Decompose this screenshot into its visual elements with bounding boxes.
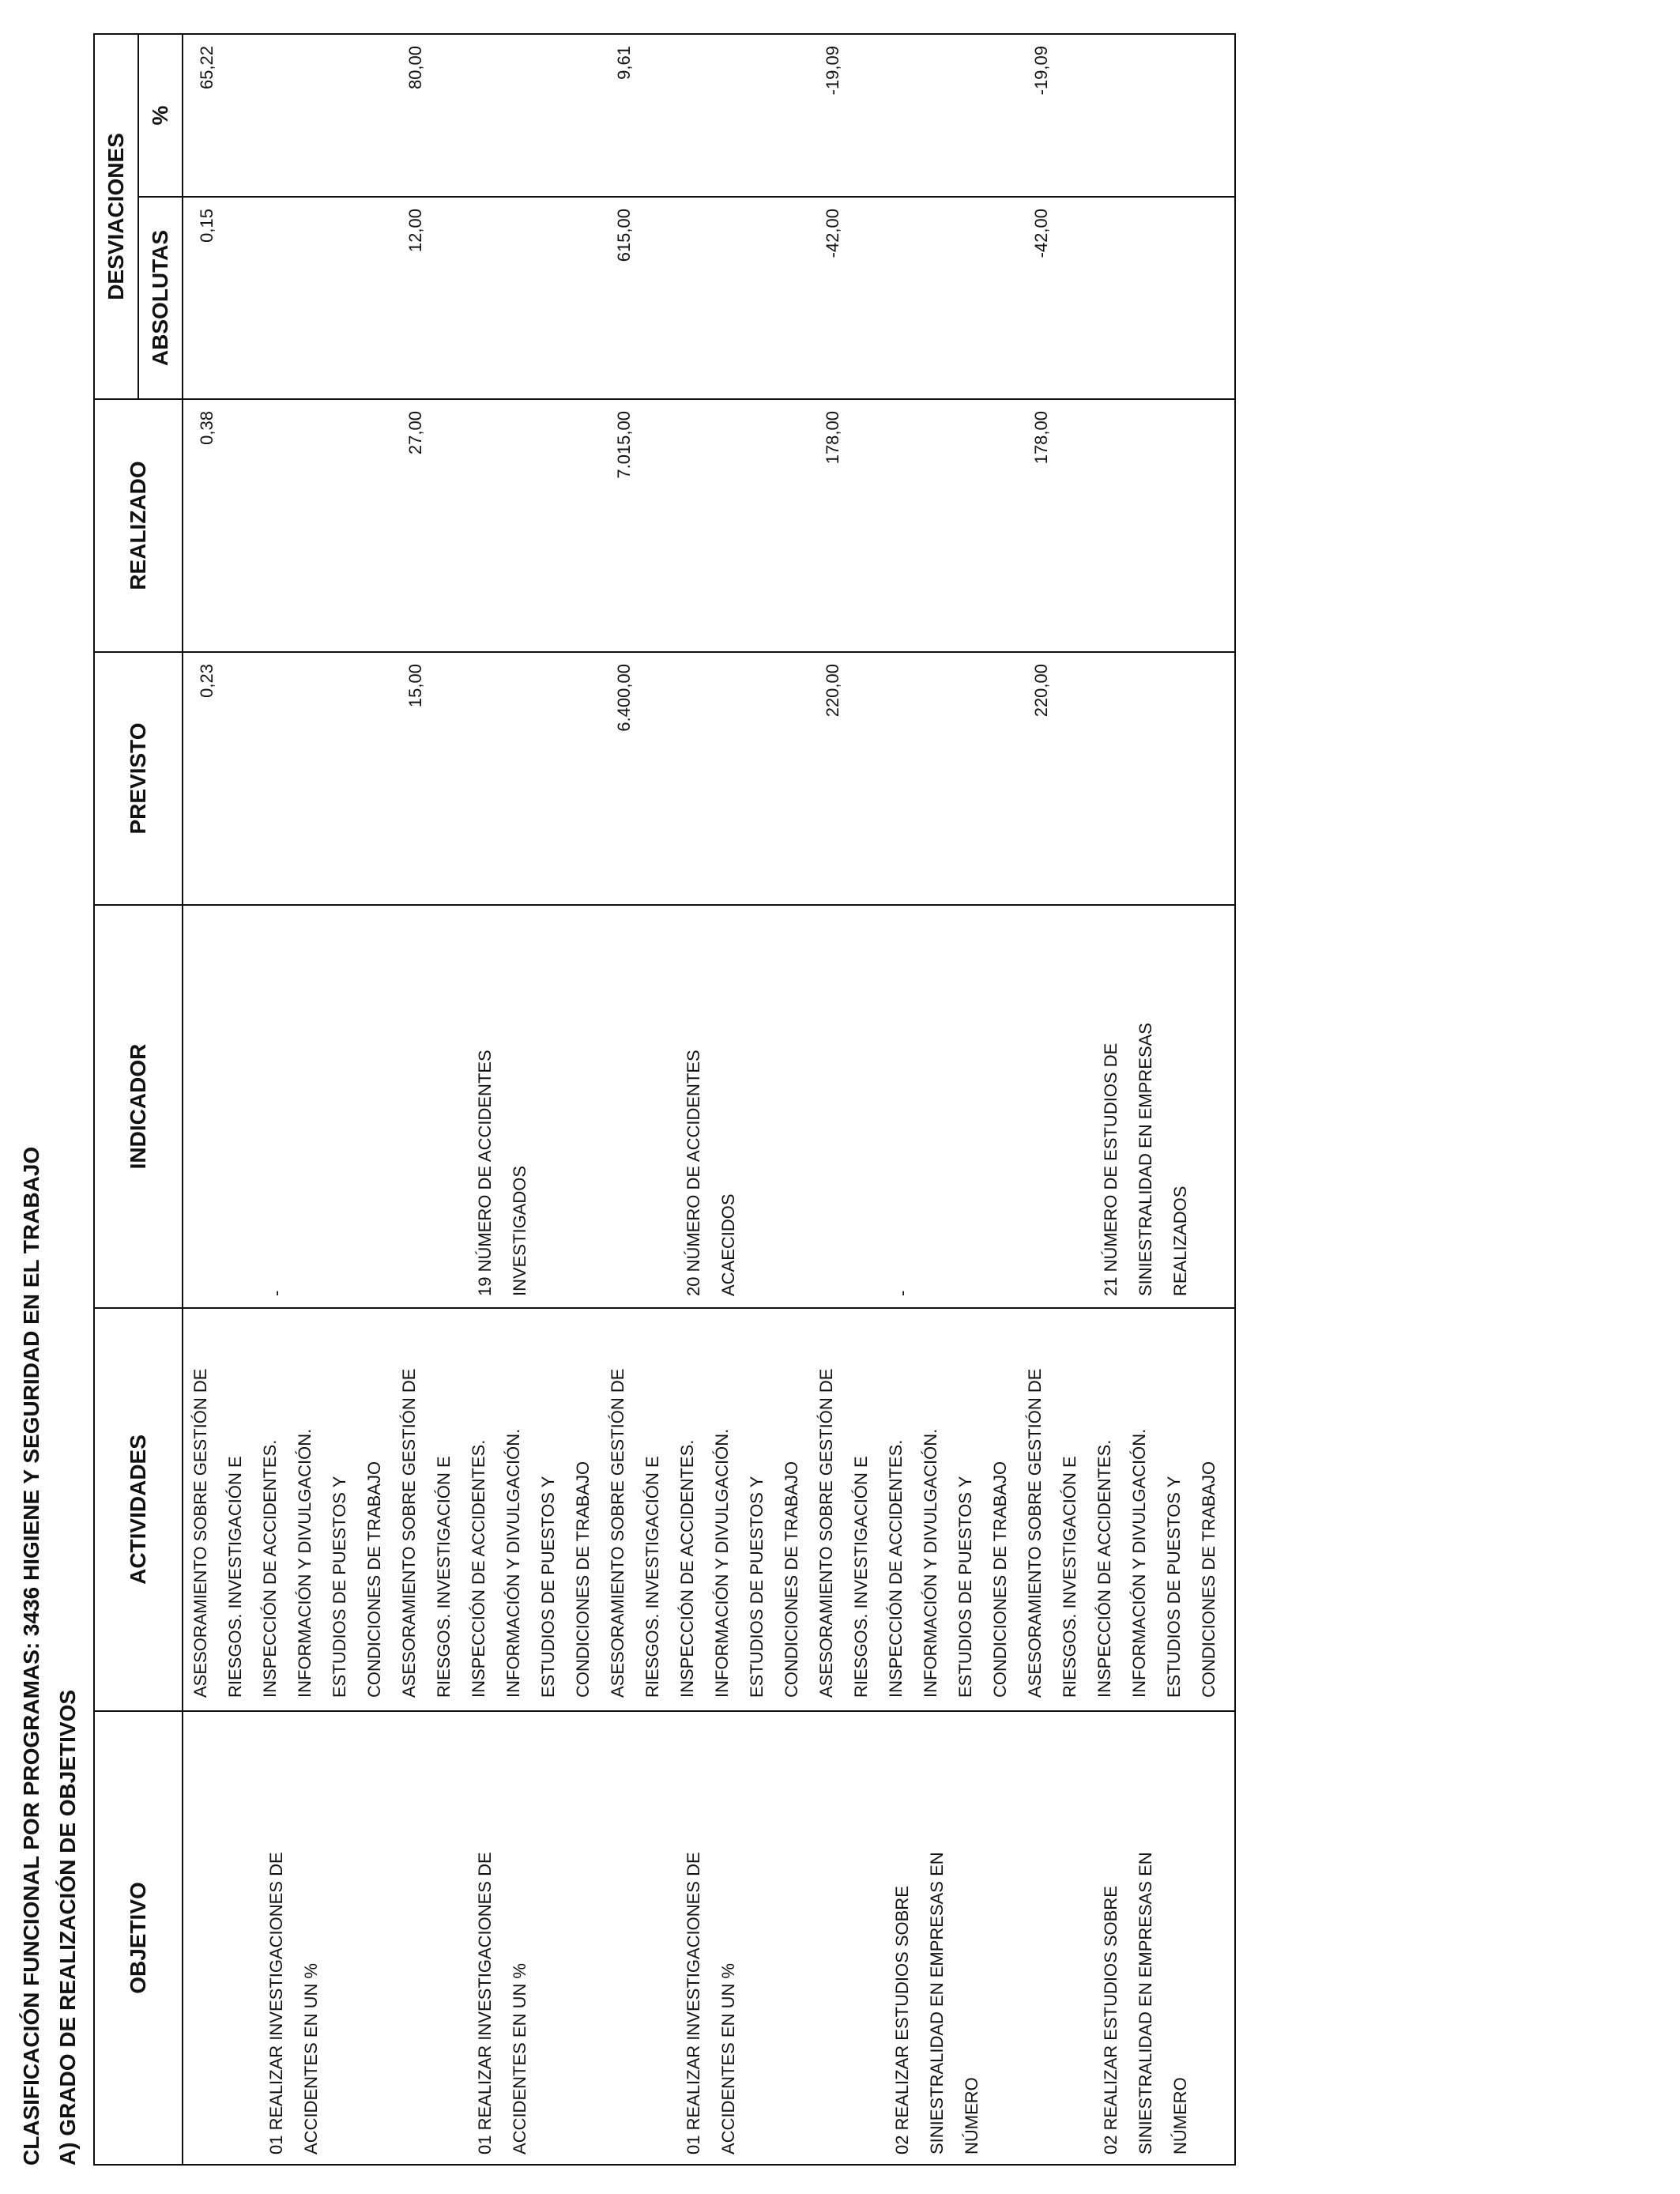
- actividades-cell: ASESORAMIENTO SOBRE GESTIÓN DE RIESGOS. INVESTIGACIÓN E INSPECCIÓN DE ACCIDENTES. INFORMACIÓN Y DIVULGACIÓN. ESTUDIOS DE PUESTOS Y CONDICIONES DE TRABAJO: [1025, 1368, 1219, 1698]
- header-porcentaje: %: [138, 34, 183, 197]
- actividades-cell: ASESORAMIENTO SOBRE GESTIÓN DE RIESGOS. INVESTIGACIÓN E INSPECCIÓN DE ACCIDENTES. INFORMACIÓN Y DIVULGACIÓN. ESTUDIOS DE PUESTOS Y CONDICIONES DE TRABAJO: [608, 1368, 801, 1698]
- porcentaje-cell: -19,09: [1031, 45, 1051, 96]
- header-previsto: PREVISTO: [94, 652, 183, 905]
- table-body-row: [183, 34, 1235, 2165]
- indicador-column: [183, 905, 1235, 1308]
- absolutas-cell: -42,00: [823, 209, 842, 258]
- porcentaje-column: [183, 34, 1235, 197]
- absolutas-cell: 12,00: [405, 209, 425, 253]
- absolutas-cell: 615,00: [614, 209, 634, 262]
- porcentaje-cell: -19,09: [823, 45, 842, 96]
- objetivo-cell: 02 REALIZAR ESTUDIOS SOBRE SINIESTRALIDAD EN EMPRESAS EN NÚMERO: [892, 1852, 981, 2154]
- objetivo-cell: 01 REALIZAR INVESTIGACIONES DE ACCIDENTES EN UN %: [266, 1852, 321, 2154]
- indicador-cell: 19 NÚMERO DE ACCIDENTES INVESTIGADOS: [475, 1050, 529, 1296]
- header-desviaciones: DESVIACIONES: [94, 34, 138, 399]
- previsto-column: [183, 652, 1235, 905]
- previsto-cell: 0,23: [197, 664, 217, 698]
- header-realizado: REALIZADO: [94, 399, 183, 652]
- porcentaje-cell: 65,22: [197, 45, 217, 90]
- indicador-cell: -: [892, 1290, 912, 1296]
- indicador-cell: -: [266, 1290, 286, 1296]
- report-title: CLASIFICACIÓN FUNCIONAL POR PROGRAMAS: 3436 HIGIENE Y SEGURIDAD EN EL TRABAJO: [19, 1146, 43, 2166]
- objetivo-cell: 01 REALIZAR INVESTIGACIONES DE ACCIDENTES EN UN %: [475, 1852, 529, 2154]
- absolutas-cell: 0,15: [197, 209, 217, 243]
- previsto-cell: 220,00: [823, 664, 842, 718]
- actividades-column: [183, 1308, 1235, 1711]
- actividades-cell: ASESORAMIENTO SOBRE GESTIÓN DE RIESGOS. INVESTIGACIÓN E INSPECCIÓN DE ACCIDENTES. INFORMACIÓN Y DIVULGACIÓN. ESTUDIOS DE PUESTOS Y CONDICIONES DE TRABAJO: [816, 1368, 1010, 1698]
- header-objetivo: OBJETIVO: [94, 1711, 183, 2165]
- realizado-cell: 27,00: [405, 411, 425, 455]
- porcentaje-cell: 80,00: [405, 45, 425, 90]
- objectives-table: [93, 33, 1236, 2166]
- realizado-cell: 178,00: [823, 411, 842, 465]
- realizado-cell: 7.015,00: [614, 411, 634, 479]
- previsto-cell: 15,00: [405, 664, 425, 708]
- realizado-column: [183, 399, 1235, 652]
- actividades-cell: ASESORAMIENTO SOBRE GESTIÓN DE RIESGOS. INVESTIGACIÓN E INSPECCIÓN DE ACCIDENTES. INFORMACIÓN Y DIVULGACIÓN. ESTUDIOS DE PUESTOS Y CONDICIONES DE TRABAJO: [399, 1368, 593, 1698]
- objetivo-column: [183, 1711, 1235, 2165]
- realizado-cell: 178,00: [1031, 411, 1051, 465]
- objetivo-cell: 02 REALIZAR ESTUDIOS SOBRE SINIESTRALIDAD EN EMPRESAS EN NÚMERO: [1101, 1852, 1190, 2154]
- previsto-cell: 220,00: [1031, 664, 1051, 718]
- report-subtitle: A) GRADO DE REALIZACIÓN DE OBJETIVOS: [55, 1689, 80, 2166]
- realizado-cell: 0,38: [197, 411, 217, 445]
- porcentaje-cell: 9,61: [614, 45, 634, 80]
- header-indicador: INDICADOR: [94, 905, 183, 1308]
- absolutas-column: [183, 197, 1235, 399]
- previsto-cell: 6.400,00: [614, 664, 634, 732]
- absolutas-cell: -42,00: [1031, 209, 1051, 258]
- indicador-cell: 20 NÚMERO DE ACCIDENTES ACAECIDOS: [684, 1050, 738, 1296]
- objetivo-cell: 01 REALIZAR INVESTIGACIONES DE ACCIDENTES EN UN %: [684, 1852, 738, 2154]
- actividades-cell: ASESORAMIENTO SOBRE GESTIÓN DE RIESGOS. INVESTIGACIÓN E INSPECCIÓN DE ACCIDENTES. INFORMACIÓN Y DIVULGACIÓN. ESTUDIOS DE PUESTOS Y CONDICIONES DE TRABAJO: [190, 1368, 384, 1698]
- indicador-cell: 21 NÚMERO DE ESTUDIOS DE SINIESTRALIDAD EN EMPRESAS REALIZADOS: [1101, 1023, 1190, 1296]
- header-actividades: ACTIVIDADES: [94, 1308, 183, 1711]
- header-absolutas: ABSOLUTAS: [138, 197, 183, 399]
